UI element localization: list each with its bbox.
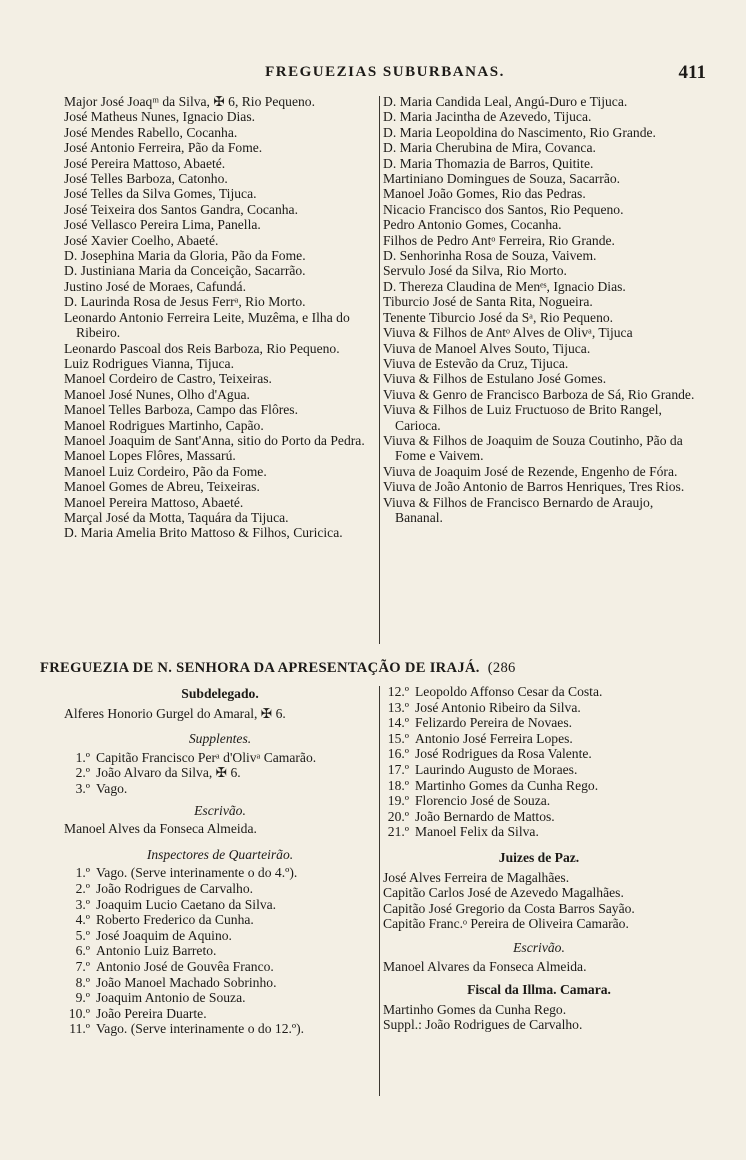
entry-name: Joaquim Antonio de Souza. — [96, 990, 246, 1006]
column-divider-bottom — [379, 686, 380, 1096]
entry-name: Antonio José Ferreira Lopes. — [415, 730, 573, 746]
directory-entry: José Vellasco Pereira Lima, Panella. — [64, 217, 261, 233]
numbered-entry — [64, 897, 376, 913]
subdelegado-name: Alferes Honorio Gurgel do Amaral, ✠ 6. — [64, 705, 286, 721]
entry-name: Manoel Felix da Silva. — [415, 824, 539, 840]
directory-entry: Martiniano Domingues de Souza, Sacarrão. — [383, 171, 621, 187]
entry-name: Roberto Frederico da Cunha. — [96, 912, 254, 928]
juiz-entry: José Alves Ferreira de Magalhães. — [383, 869, 570, 885]
numbered-entry — [64, 943, 376, 959]
supplentes-list — [64, 750, 376, 797]
entry-name: Felizardo Pereira de Novaes. — [415, 715, 573, 731]
entry-number: 12.º — [387, 684, 409, 699]
section-title-text: FREGUEZIA DE N. SENHORA DA APRESENTAÇÃO DE IRAJÁ. — [40, 660, 480, 676]
entry-number: 5.º — [75, 927, 90, 943]
escrivao-name: Manoel Alves da Fonseca Almeida. — [64, 821, 257, 837]
entry-number: 19.º — [387, 793, 409, 809]
directory-entry: Servulo José da Silva, Rio Morto. — [383, 263, 567, 279]
entry-number: 21.º — [387, 824, 409, 840]
numbered-entry — [64, 765, 376, 781]
entry-number: 14.º — [387, 715, 409, 731]
section-title — [40, 660, 706, 677]
directory-entry: Tiburcio José de Santa Rita, Nogueira. — [383, 294, 593, 310]
page-number: 411 — [678, 62, 706, 83]
entry-name: João Manoel Machado Sobrinho. — [96, 974, 277, 990]
entry-number: 16.º — [387, 746, 409, 762]
numbered-entry — [383, 700, 695, 716]
top-right-column — [383, 94, 695, 525]
entry-number: 15.º — [387, 730, 409, 746]
directory-entry: Filhos de Pedro Antᵒ Ferreira, Rio Grande. — [383, 232, 615, 248]
directory-entry: Manoel Joaquim de Sant'Anna, sitio do Porto da Pedra. — [64, 432, 365, 448]
numbered-entry — [383, 778, 695, 794]
directory-entry: Viuva & Filhos de Estulano José Gomes. — [383, 371, 607, 387]
directory-entry: D. Josephina Maria da Gloria, Pão da Fome. — [64, 248, 306, 264]
numbered-entry — [64, 750, 376, 766]
escrivao-heading: Escrivão. — [194, 802, 246, 818]
directory-entry: Viuva & Filhos de Francisco Bernardo de Araujo, Bananal. — [383, 494, 654, 525]
directory-entry: Manoel Rodrigues Martinho, Capão. — [64, 417, 264, 433]
numbered-entry — [64, 1021, 376, 1037]
directory-entry: Viuva de Manoel Alves Souto, Tijuca. — [383, 340, 591, 356]
numbered-entry — [64, 990, 376, 1006]
column-divider-top — [379, 96, 380, 644]
running-title: FREGUEZIAS SUBURBANAS. — [265, 64, 505, 80]
numbered-entry — [383, 824, 695, 840]
page-header — [64, 62, 706, 86]
entry-name: João Bernardo de Mattos. — [415, 808, 555, 824]
numbered-entry — [64, 928, 376, 944]
fiscal-name: Martinho Gomes da Cunha Rego. — [383, 1001, 567, 1017]
entry-number: 6.º — [75, 943, 90, 959]
directory-entry: Manoel João Gomes, Rio das Pedras. — [383, 186, 586, 202]
numbered-entry — [383, 715, 695, 731]
entry-number: 17.º — [387, 761, 409, 777]
juiz-entry: Capitão Franc.ᵒ Pereira de Oliveira Camarão. — [383, 916, 629, 932]
juizes-list — [383, 870, 695, 932]
bottom-right-column — [383, 684, 695, 1033]
fiscal-heading: Fiscal da Illma. Camara. — [467, 982, 611, 998]
numbered-entry — [64, 1006, 376, 1022]
entry-name: Vago. (Serve interinamente o do 4.º). — [96, 865, 298, 881]
numbered-entry — [383, 746, 695, 762]
directory-entry: Leonardo Pascoal dos Reis Barboza, Rio Pequeno. — [64, 340, 340, 356]
directory-entry: Manoel Lopes Flôres, Massarú. — [64, 448, 236, 464]
entry-name: Vago. (Serve interinamente o do 12.º). — [96, 1021, 305, 1037]
numbered-entry — [64, 975, 376, 991]
directory-entry: Manoel José Nunes, Olho d'Agua. — [64, 386, 250, 402]
entry-name: João Pereira Duarte. — [96, 1005, 207, 1021]
directory-entry: D. Senhorinha Rosa de Souza, Vaivem. — [383, 248, 597, 264]
entry-name: João Alvaro da Silva, ✠ 6. — [96, 765, 241, 781]
entry-number: 10.º — [68, 1005, 90, 1021]
directory-entry: José Pereira Mattoso, Abaeté. — [64, 155, 226, 171]
entry-number: 2.º — [75, 880, 90, 896]
directory-entry: D. Maria Amelia Brito Mattoso & Filhos, Curicica. — [64, 525, 343, 541]
entry-number: 1.º — [75, 749, 90, 765]
numbered-entry — [64, 912, 376, 928]
directory-entry: Viuva de Estevão da Cruz, Tijuca. — [383, 355, 569, 371]
juizes-heading: Juizes de Paz. — [498, 849, 580, 865]
directory-entry: Leonardo Antonio Ferreira Leite, Muzêma, e Ilha do Ribeiro. — [64, 309, 350, 341]
entry-name: Antonio José de Gouvêa Franco. — [96, 958, 274, 974]
top-left-column — [64, 94, 376, 541]
entry-name: Laurindo Augusto de Moraes. — [415, 761, 578, 777]
directory-entry: Justino José de Moraes, Cafundá. — [64, 278, 246, 294]
entry-number: 7.º — [75, 958, 90, 974]
directory-entry: Manoel Luiz Cordeiro, Pão da Fome. — [64, 463, 267, 479]
directory-entry: Viuva & Filhos de Luiz Fructuoso de Brito Rangel, Carioca. — [383, 402, 662, 433]
numbered-entry — [64, 881, 376, 897]
numbered-entry — [383, 762, 695, 778]
entry-name: José Joaquim de Aquino. — [96, 927, 232, 943]
entry-number: 13.º — [387, 699, 409, 715]
numbered-entry — [64, 781, 376, 797]
inspectores-list-left — [64, 865, 376, 1037]
juiz-entry: Capitão José Gregorio da Costa Barros Sayão. — [383, 900, 635, 916]
directory-entry: D. Maria Jacintha de Azevedo, Tijuca. — [383, 109, 592, 125]
entry-name: Florencio José de Souza. — [415, 793, 551, 809]
directory-entry: Nicacio Francisco dos Santos, Rio Pequeno. — [383, 201, 624, 217]
directory-entry: Manoel Gomes de Abreu, Teixeiras. — [64, 479, 260, 495]
bottom-left-column — [64, 684, 376, 1037]
directory-entry: José Teixeira dos Santos Gandra, Cocanha. — [64, 201, 298, 217]
entry-number: 9.º — [75, 990, 90, 1006]
numbered-entry — [64, 959, 376, 975]
directory-entry: D. Maria Candida Leal, Angú-Duro e Tijuca. — [383, 94, 628, 109]
directory-entry: José Mendes Rabello, Cocanha. — [64, 124, 238, 140]
entry-number: 2.º — [75, 765, 90, 781]
directory-entry: Viuva & Genro de Francisco Barboza de Sá, Rio Grande. — [383, 386, 695, 402]
entry-number: 3.º — [75, 896, 90, 912]
juiz-entry: Capitão Carlos José de Azevedo Magalhães. — [383, 885, 624, 901]
directory-entry: D. Laurinda Rosa de Jesus Ferrᵃ, Rio Morto. — [64, 294, 306, 310]
entry-name: José Antonio Ribeiro da Silva. — [415, 699, 581, 715]
directory-entry: Major José Joaqᵐ da Silva, ✠ 6, Rio Pequeno. — [64, 94, 315, 109]
inspectores-list-right — [383, 684, 695, 840]
directory-entry: Manoel Pereira Mattoso, Abaeté. — [64, 494, 244, 510]
directory-entry: Manoel Cordeiro de Castro, Teixeiras. — [64, 371, 272, 387]
entry-name: Joaquim Lucio Caetano da Silva. — [96, 896, 277, 912]
subdelegado-heading: Subdelegado. — [181, 686, 259, 701]
numbered-entry — [64, 865, 376, 881]
directory-entry: José Xavier Coelho, Abaeté. — [64, 232, 219, 248]
entry-name: Antonio Luiz Barreto. — [96, 943, 217, 959]
entry-number: 1.º — [75, 865, 90, 881]
directory-entry: Viuva & Filhos de Joaquim de Souza Coutinho, Pão da Fome e Vaivem. — [383, 432, 683, 464]
fiscal-suppl: Suppl.: João Rodrigues de Carvalho. — [383, 1017, 583, 1033]
entry-name: Leopoldo Affonso Cesar da Costa. — [415, 684, 603, 699]
directory-entry: Pedro Antonio Gomes, Cocanha. — [383, 217, 562, 233]
directory-entry: D. Maria Thomazia de Barros, Quitite. — [383, 155, 594, 171]
supplentes-heading: Supplentes. — [188, 731, 252, 747]
numbered-entry — [383, 731, 695, 747]
directory-entry: José Telles Barboza, Catonho. — [64, 171, 228, 187]
entry-name: João Rodrigues de Carvalho. — [96, 880, 254, 896]
directory-entry: D. Maria Cherubina de Mira, Covanca. — [383, 140, 596, 156]
escrivao2-name: Manoel Alvares da Fonseca Almeida. — [383, 958, 587, 974]
directory-entry: D. Maria Leopoldina do Nascimento, Rio Grande. — [383, 124, 656, 140]
entry-number: 8.º — [75, 974, 90, 990]
directory-entry: José Antonio Ferreira, Pão da Fome. — [64, 140, 263, 156]
directory-entry: D. Justiniana Maria da Conceição, Sacarrão. — [64, 263, 306, 279]
directory-entry: Tenente Tiburcio José da Sᵃ, Rio Pequeno. — [383, 309, 614, 325]
entry-name: Vago. — [96, 780, 128, 796]
directory-entry: D. Thereza Claudina de Menᵉˢ, Ignacio Dias. — [383, 278, 626, 294]
directory-entry: Luiz Rodrigues Vianna, Tijuca. — [64, 355, 234, 371]
numbered-entry — [383, 684, 695, 700]
section-count: (286 — [487, 660, 516, 676]
directory-entry: Viuva de Joaquim José de Rezende, Engenho de Fóra. — [383, 463, 678, 479]
numbered-entry — [383, 793, 695, 809]
entry-name: Martinho Gomes da Cunha Rego. — [415, 777, 599, 793]
numbered-entry — [383, 809, 695, 825]
directory-entry: Marçal José da Motta, Taquára da Tijuca. — [64, 509, 289, 525]
directory-entry: Viuva & Filhos de Antᵒ Alves de Olivᵃ, Tijuca — [383, 325, 633, 341]
escrivao2-heading: Escrivão. — [513, 939, 565, 955]
inspectores-heading: Inspectores de Quarteirão. — [146, 846, 294, 862]
entry-name: Capitão Francisco Perᵃ d'Olivᵃ Camarão. — [96, 749, 317, 765]
entry-number: 18.º — [387, 777, 409, 793]
directory-entry: Viuva de João Antonio de Barros Henriques, Tres Rios. — [383, 479, 685, 495]
directory-entry: Manoel Telles Barboza, Campo das Flôres. — [64, 402, 298, 418]
entry-name: José Rodrigues da Rosa Valente. — [415, 746, 592, 762]
entry-number: 4.º — [75, 912, 90, 928]
entry-number: 3.º — [75, 780, 90, 796]
directory-entry: José Telles da Silva Gomes, Tijuca. — [64, 186, 257, 202]
entry-number: 20.º — [387, 808, 409, 824]
directory-entry: José Matheus Nunes, Ignacio Dias. — [64, 109, 256, 125]
entry-number: 11.º — [69, 1021, 90, 1037]
